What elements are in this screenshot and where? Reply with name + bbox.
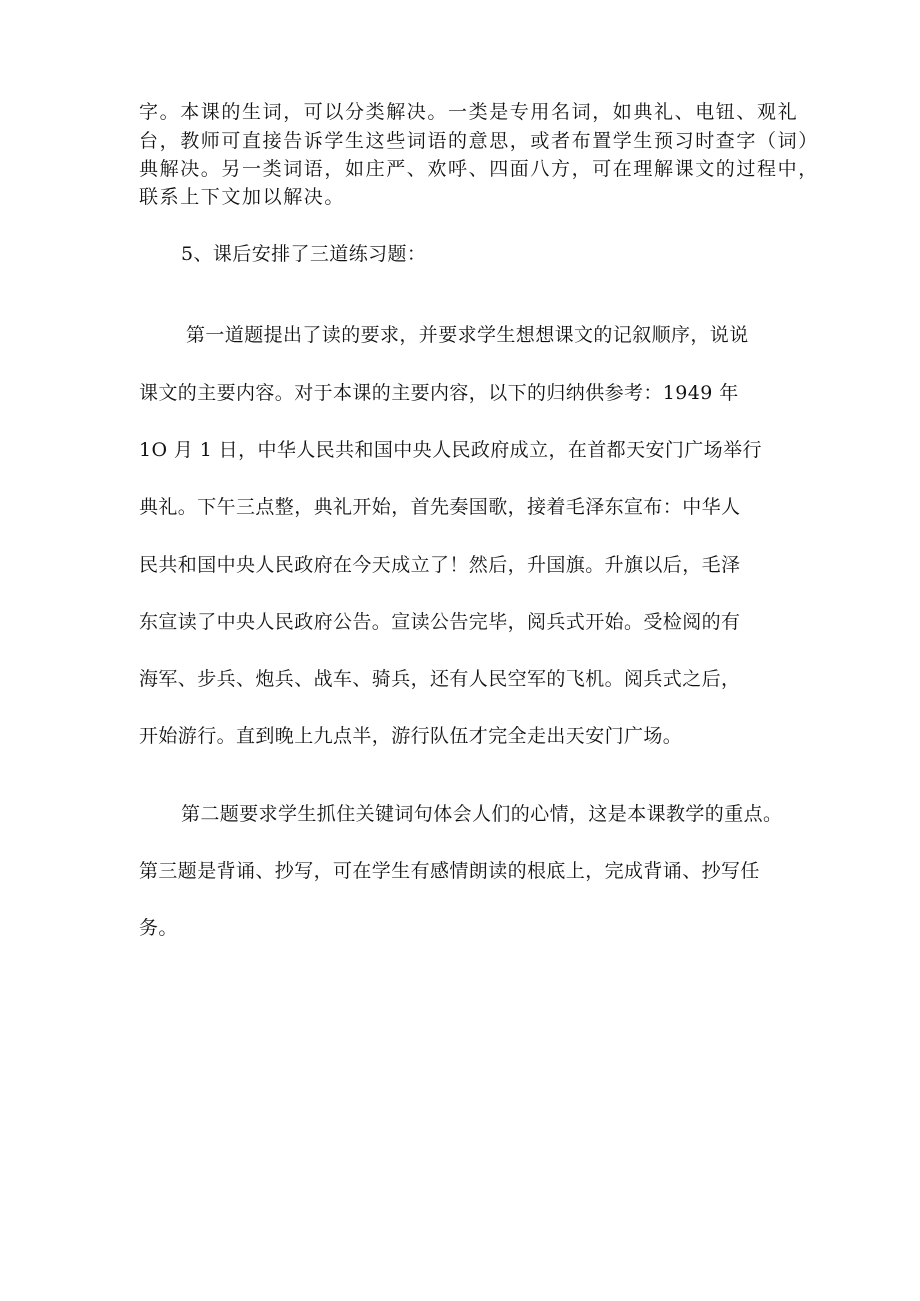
item-5-heading: 5、课后安排了三道练习题： — [181, 243, 427, 265]
paragraph-1-line-2: 台，教师可直接告诉学生这些词语的意思，或者布置学生预习时查字（词） — [139, 130, 819, 152]
paragraph-3-line-1: 第二题要求学生抓住关键词句体会人们的心情，这是本课教学的重点。 — [181, 803, 783, 825]
paragraph-1-line-4: 联系上下文加以解决。 — [139, 186, 346, 208]
paragraph-2-line-3: 1O 月 1 日，中华人民共和国中央人民政府成立，在首都天安门广场举行 — [139, 439, 762, 461]
paragraph-3-line-2: 第三题是背诵、抄写，可在学生有感情朗读的根底上，完成背诵、抄写任 — [139, 860, 760, 882]
paragraph-2-line-7: 海军、步兵、炮兵、战车、骑兵，还有人民空军的飞机。阅兵式之后， — [139, 668, 741, 690]
paragraph-2-line-5: 民共和国中央人民政府在今天成立了！然后，升国旗。升旗以后，毛泽 — [139, 554, 741, 576]
paragraph-2-line-8: 开始游行。直到晚上九点半，游行队伍才完全走出天安门广场。 — [139, 725, 683, 747]
paragraph-2-line-6: 东宣读了中央人民政府公告。宣读公告完毕，阅兵式开始。受检阅的有 — [139, 611, 741, 633]
paragraph-1-line-1: 字。本课的生词，可以分类解决。一类是专用名词，如典礼、电钮、观礼 — [139, 101, 799, 123]
paragraph-2-line-2: 课文的主要内容。对于本课的主要内容，以下的归纳供参考：1949 年 — [139, 382, 739, 404]
paragraph-1-line-3: 典解决。另一类词语，如庄严、欢呼、四面八方，可在理解课文的过程中， — [139, 158, 819, 180]
paragraph-2-line-4: 典礼。下午三点整，典礼开始，首先奏国歌，接着毛泽东宣布：中华人 — [139, 496, 741, 518]
paragraph-3-line-3: 务。 — [139, 917, 178, 939]
paragraph-2-line-1: 第一道题提出了读的要求，并要求学生想想课文的记叙顺序，说说 — [186, 324, 749, 346]
